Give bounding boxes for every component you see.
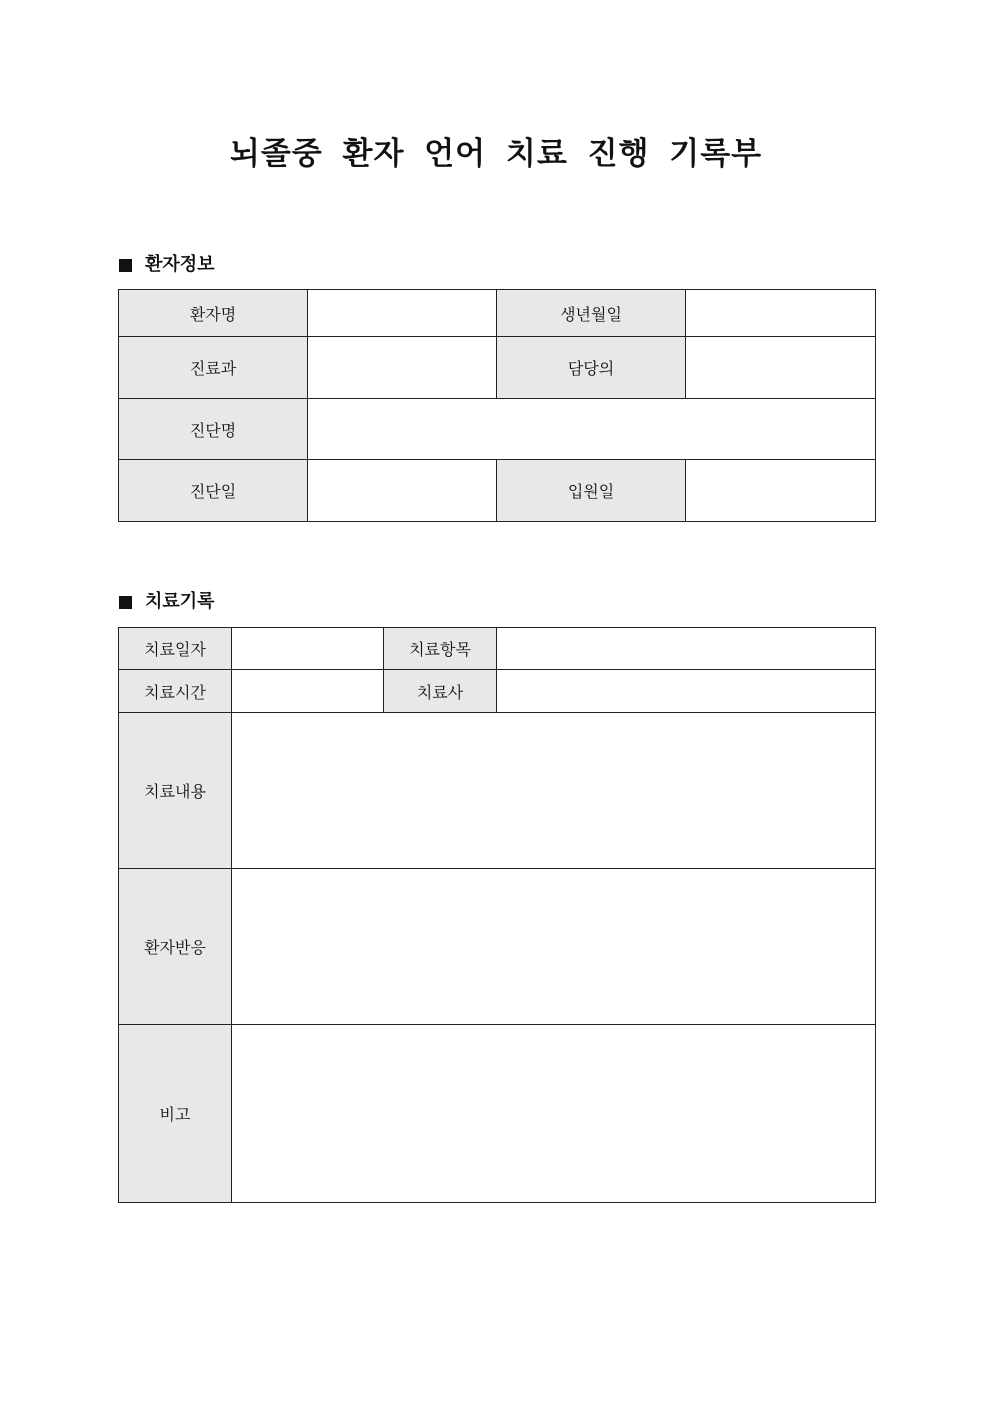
department-label: 진료과 [119, 337, 308, 399]
patient-row-diagnosis [119, 399, 876, 460]
patient-name-field[interactable] [308, 290, 497, 337]
treatment-time-label: 치료시간 [119, 670, 232, 713]
remarks-field[interactable] [232, 1025, 876, 1203]
treatment-record-heading [119, 590, 215, 614]
admission-date-label: 입원일 [497, 460, 686, 522]
department-field[interactable] [308, 337, 497, 399]
therapist-field[interactable] [497, 670, 876, 713]
patient-info-table [118, 289, 876, 522]
patient-row-dates [119, 460, 876, 522]
treatment-row-remarks [119, 1025, 876, 1203]
patient-name-label: 환자명 [119, 290, 308, 337]
doctor-label: 담당의 [497, 337, 686, 399]
treatment-record-table [118, 627, 876, 1203]
doctor-field[interactable] [686, 337, 876, 399]
birthdate-field[interactable] [686, 290, 876, 337]
patient-row-department [119, 337, 876, 399]
treatment-item-label: 치료항목 [384, 628, 497, 670]
treatment-date-label: 치료일자 [119, 628, 232, 670]
treatment-row-content [119, 713, 876, 869]
patient-info-heading [119, 253, 215, 277]
admission-date-field[interactable] [686, 460, 876, 522]
treatment-content-field[interactable] [232, 713, 876, 869]
diagnosis-date-label: 진단일 [119, 460, 308, 522]
patient-response-label: 환자반응 [119, 869, 232, 1025]
therapist-label: 치료사 [384, 670, 497, 713]
treatment-date-field[interactable] [232, 628, 384, 670]
patient-info-heading-label: 환자정보 [145, 254, 215, 275]
square-bullet-icon [119, 596, 132, 609]
patient-response-field[interactable] [232, 869, 876, 1025]
remarks-label: 비고 [119, 1025, 232, 1203]
square-bullet-icon [119, 259, 132, 272]
treatment-row-date [119, 628, 876, 670]
treatment-row-time [119, 670, 876, 713]
birthdate-label: 생년월일 [497, 290, 686, 337]
treatment-time-field[interactable] [232, 670, 384, 713]
page-title: 뇌졸중 환자 언어 치료 진행 기록부 [229, 136, 763, 172]
patient-row-name [119, 290, 876, 337]
diagnosis-label: 진단명 [119, 399, 308, 460]
diagnosis-field[interactable] [308, 399, 876, 460]
treatment-item-field[interactable] [497, 628, 876, 670]
diagnosis-date-field[interactable] [308, 460, 497, 522]
treatment-content-label: 치료내용 [119, 713, 232, 869]
treatment-row-response [119, 869, 876, 1025]
treatment-record-heading-label: 치료기록 [145, 591, 215, 612]
